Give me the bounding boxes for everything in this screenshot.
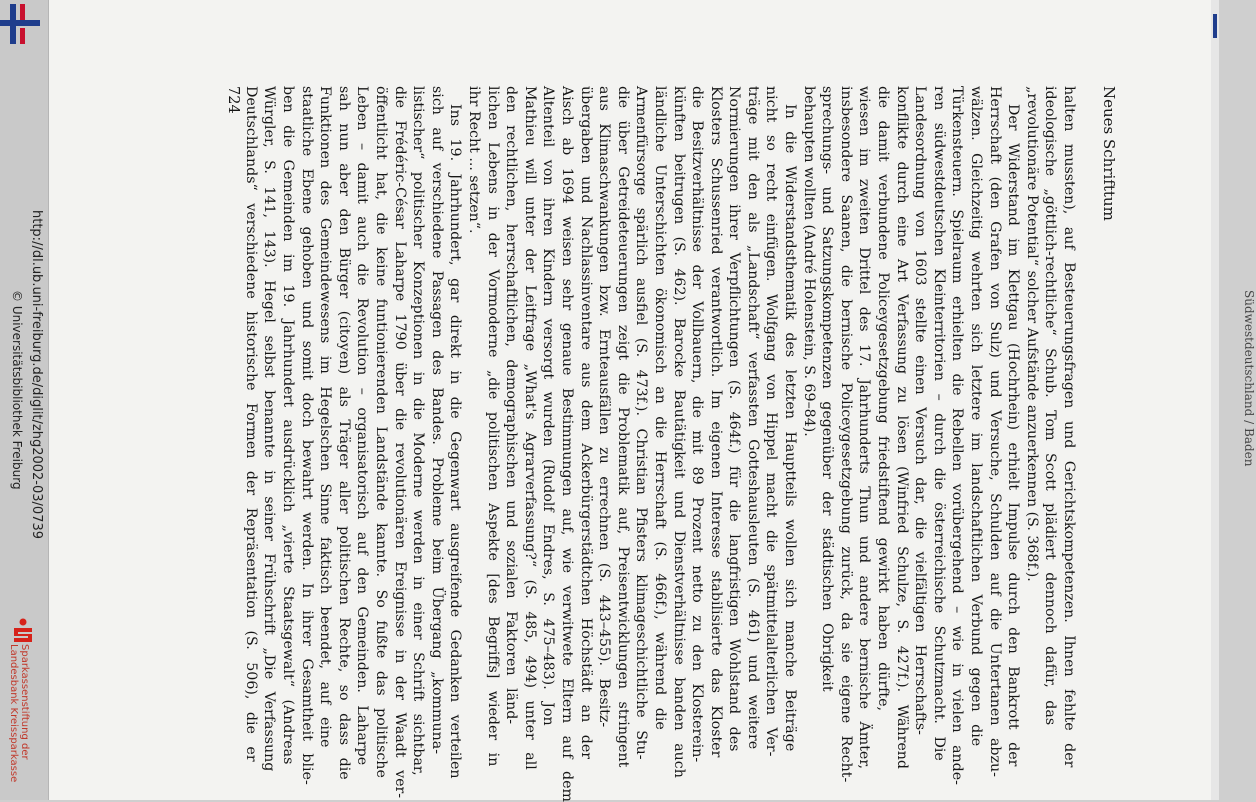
copyright-notice: © Universitätsbibliothek Freiburg xyxy=(10,290,24,490)
page-content xyxy=(225,86,1118,802)
facing-page-head: Südwestdeutschland / Baden xyxy=(1242,290,1256,467)
text-line: träge mit den als „Landschaft“ verfassten Gotteshausleuten (S. 461) und weitere xyxy=(744,86,761,750)
ub-freiburg-logo-icon xyxy=(0,0,40,48)
text-line: ideologische „göttlich-rechtliche“ Schub. Tom Scott plädiert dennoch dafür, das xyxy=(1042,86,1059,726)
text-line: ihr Recht ... setzen“. xyxy=(466,86,482,234)
text-line: ländliche Unterschichten ökonomisch an die Herrschaft (S. 466f.), während die xyxy=(651,86,668,730)
source-url[interactable]: http://dl.ub.uni-freiburg.de/diglit/zhg2002-03/0739 xyxy=(29,210,44,540)
running-head: Neues Schrifttum xyxy=(1100,86,1118,221)
text-line: Der Widerstand im Klettgau (Hochrhein) erhielt Impulse durch den Bankrott der xyxy=(1005,104,1022,767)
text-line: öffentlicht hat, die keine funtionierenden Landstände kannte. So fußte das politische xyxy=(373,86,390,778)
text-line: halten mussten), auf Besteuerungsfragen und Gerichtskompetenzen. Ihnen fehlte der xyxy=(1061,86,1077,768)
sparkasse-sponsor xyxy=(2,618,48,798)
text-line: Mathieu will unter der Leitfrage „What's Agrarverfassung?“ (S. 485, 494) unter all xyxy=(521,86,538,770)
text-line: Funktionen des Gemeindewesens im Hegelschen Sinne faktisch beendet, auf eine xyxy=(317,86,334,748)
text-line: künften beitrugen (S. 462). Barocke Bautätigkeit und Dienstverhältnisse banden auch xyxy=(670,86,687,778)
text-line: Altenteil von ihren Kindern versorgt wurden (Rudolf Endres, S. 475–483). Jon xyxy=(540,86,557,726)
text-line: insbesondere Saanen, die bernische Policeygesetzgebung zurück, da sie eigene Recht- xyxy=(837,86,854,783)
text-line: listischer“ politischer Konzeptionen in die Moderne werden in einer Schrift sichtbar, xyxy=(410,86,427,776)
text-line: In die Widerstandsthematik des letzten Hauptteils wollen sich manche Beiträge xyxy=(782,104,799,752)
text-line: die damit verbundene Policeygesetzgebung friedstiftend gewirkt haben dürfte, xyxy=(875,86,892,712)
text-line: lichen Lebens in der Vormoderne „die politischen Aspekte [des Begriffs] wieder in xyxy=(484,86,501,767)
text-line: übergaben und Nachlassinventare aus dem Ackerbürgerstädtchen Höchstädt an der xyxy=(577,86,594,760)
text-line: Aisch ab 1694 weisen sehr genaue Bestimmungen auf, wie verwitwete Eltern auf dem xyxy=(558,86,575,802)
text-line: wiesen im zweiten Drittel des 17. Jahrhunderts Thun und andere bernische Ämter, xyxy=(856,86,873,770)
text-line: sich auf verschiedene Passagen des Bandes. Probleme beim Übergang „kommuna- xyxy=(428,86,445,754)
text-line: ren südwestdeutschen Kleinterritorien – durch die österreichische Schutzmacht. Die xyxy=(930,86,947,761)
text-line: Ins 19. Jahrhundert, gar direkt in die Gegenwart ausgreifende Gedanken verteilen xyxy=(447,104,464,779)
text-line: Türkensteuern. Spielraum erhielten die Rebellen vorübergehend – wie in vielen ande- xyxy=(949,86,966,785)
text-line: die Besitzverhältnisse der Vollbauern, die mit 89 Prozent netto zu den Klosterein- xyxy=(689,86,706,763)
text-line: Normierungen ihrer Verpflichtungen (S. 464f.) für die langfristigen Wohlstand des xyxy=(726,86,743,752)
sparkasse-logo-icon xyxy=(12,618,34,644)
text-line: nicht so recht einfügen. Wolfgang von Hippel macht die spätmittelalterlichen Ver- xyxy=(763,86,780,757)
text-line: Deutschlands“ verschiedene historische Formen der Repräsentation (S. 506), die er xyxy=(242,86,259,762)
viewer-margin xyxy=(0,0,48,800)
text-line: behaupten wollten (André Holenstein, S. 69–84). xyxy=(800,86,817,437)
text-line: „revolutionäre Potential“ solcher Aufstände anzuerkennen (S. 368f.). xyxy=(1023,86,1040,582)
text-line: staatliche Ebene gehoben und somit doch bewahrt werden. In ihrer Gesamtheit blie- xyxy=(298,86,315,785)
text-line: Armenfürsorge spärlich ausfiel (S. 473f.). Christian Pfisters klimageschichtliche Stu- xyxy=(633,86,650,760)
text-line: den rechtlichen, herrschaftlichen, demographischen und sozialen Faktoren länd- xyxy=(503,86,520,725)
text-line: die über Getreideteuerungen zeigt die Problematik auf, Preisentwicklungen stringent xyxy=(614,86,631,768)
text-line: Würgler, S. 141, 143). Hegel selbst benannte in seiner Frühschrift „Die Verfassung xyxy=(261,86,278,772)
sparkasse-line-1: Sparkassenstiftung der xyxy=(19,644,30,760)
sparkasse-line-2: Landesbank Kreissparkasse xyxy=(8,644,19,783)
text-line: sprechungs- und Satzungskompetenzen gegenüber der städtischen Obrigkeit xyxy=(819,86,836,692)
page-edge xyxy=(1211,0,1219,800)
text-line: die Frédéric-César Laharpe 1790 über die revolutionären Ereignisse in der Waadt ver- xyxy=(391,86,408,799)
ub-freiburg-mark-icon xyxy=(1211,14,1219,38)
text-line: aus Klimaschwankungen bzw. Ernteausfällen zu errechnen (S. 443–455). Besitz- xyxy=(596,86,613,728)
text-line: ben die Gemeinden im 19. Jahrhundert ausdrücklich „vierte Staatsgewalt“ (Andreas xyxy=(280,86,297,765)
text-line: wälzen. Gleichzeitig wehrten sich letztere im landschaftlichen Verbund gegen die xyxy=(968,86,985,747)
text-line: Leben – damit auch die Revolution – organisatorisch auf den Gemeinden. Laharpe xyxy=(354,86,371,766)
text-line: Landesordnung von 1603 stellte einen Versuch dar, die vielfältigen Herrschafts- xyxy=(912,86,929,735)
body-text xyxy=(241,86,1078,802)
text-line: konflikte durch eine Art Verfassung zu lösen (Winfried Schulze, S. 427f.). Während xyxy=(893,86,910,770)
text-line: Herrschaft (den Grafen von Sulz) und Versuche, Schulden auf die Untertanen abzu- xyxy=(986,86,1003,777)
page-number: 724 xyxy=(225,86,242,114)
text-line: sah nun aber den Bürger (citoyen) als Träger aller politischen Rechte, so dass die xyxy=(335,86,352,780)
text-line: Klosters Schussenried verantwortlich. Im eigenen Interesse stabilisierte das Kloster xyxy=(707,86,724,758)
